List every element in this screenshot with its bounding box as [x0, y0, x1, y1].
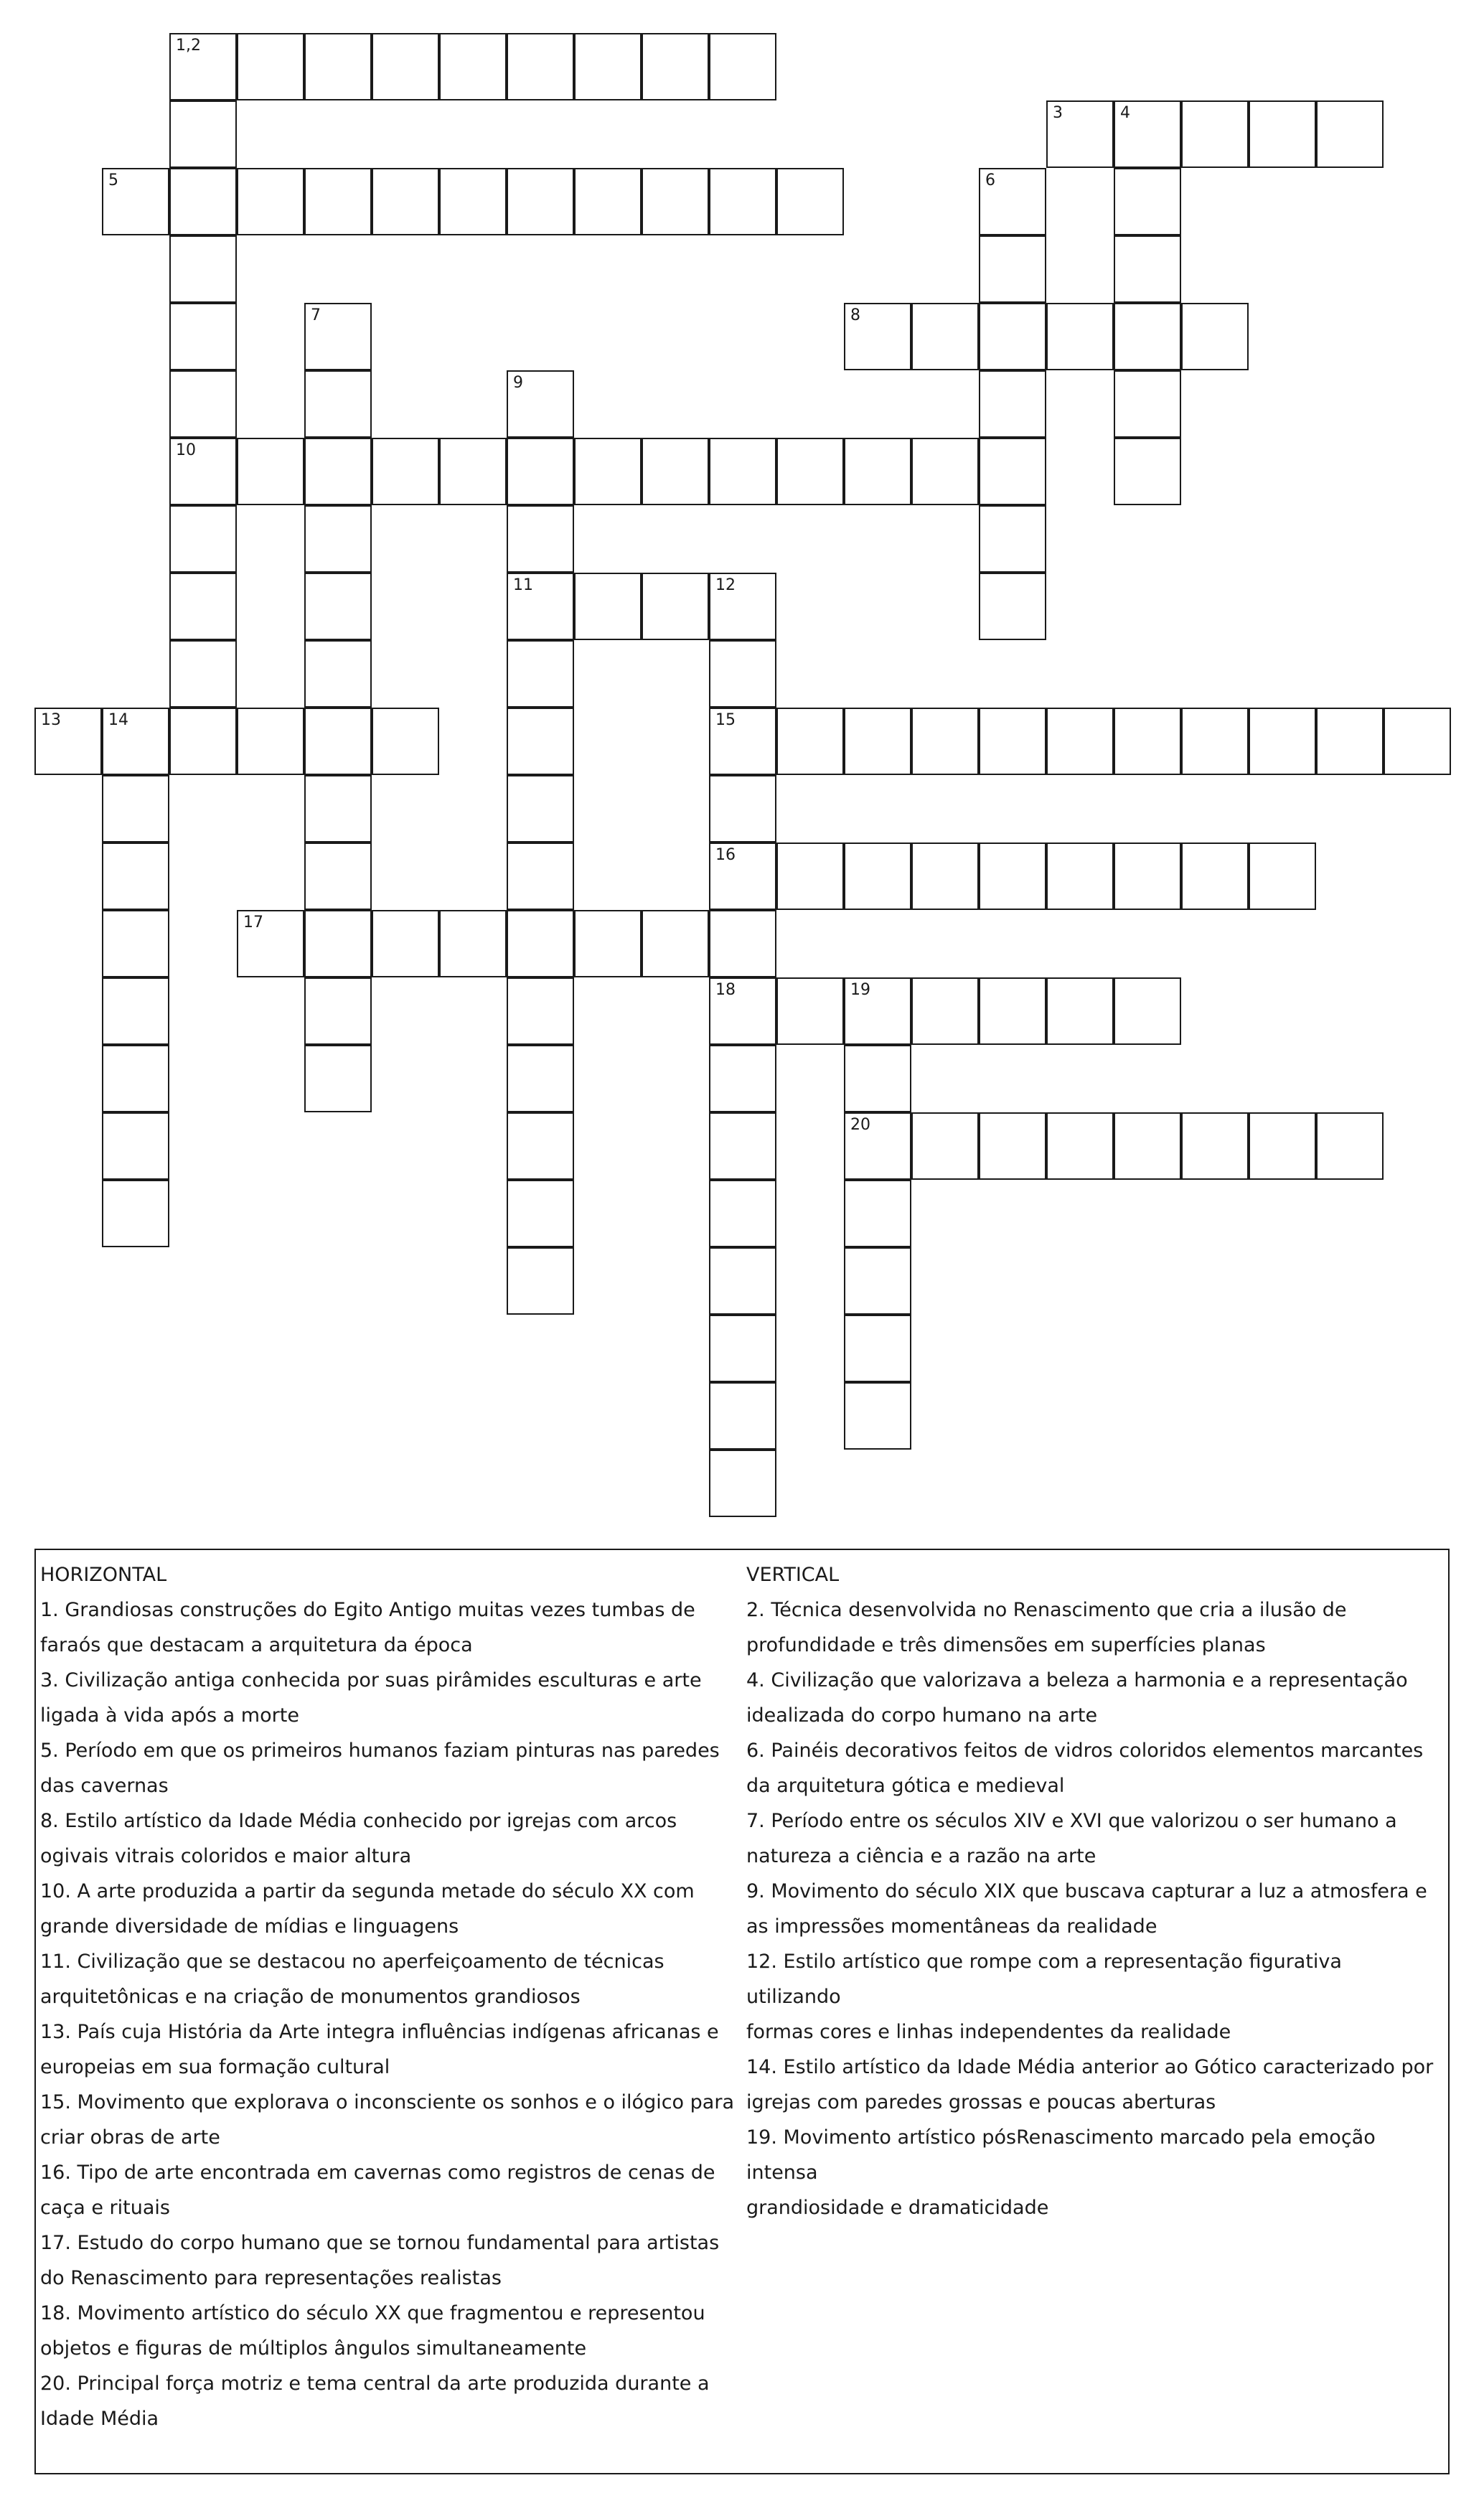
grid-cell[interactable] — [304, 1045, 372, 1112]
grid-cell[interactable] — [507, 1112, 574, 1180]
grid-cell[interactable] — [979, 168, 1046, 235]
grid-cell[interactable] — [1046, 843, 1114, 910]
grid-cell[interactable] — [34, 708, 102, 775]
grid-cell[interactable] — [304, 505, 372, 573]
grid-cell[interactable] — [304, 640, 372, 708]
clue-line: 15. Movimento que explorava o inconsciente os sonhos e o ilógico para — [40, 2091, 734, 2113]
grid-cell[interactable] — [372, 910, 439, 977]
grid-cell[interactable] — [1249, 100, 1316, 168]
grid-cell[interactable] — [169, 438, 237, 505]
grid-cell[interactable] — [1046, 977, 1114, 1045]
clue-line: objetos e figuras de múltiplos ângulos simultaneamente — [40, 2337, 587, 2360]
clue-line: criar obras de arte — [40, 2126, 220, 2149]
grid-cell[interactable] — [507, 505, 574, 573]
grid-cell[interactable] — [911, 708, 979, 775]
clue-line: 20. Principal força motriz e tema central da arte produzida durante a — [40, 2372, 710, 2395]
grid-cell[interactable] — [776, 977, 844, 1045]
grid-cell[interactable] — [507, 438, 574, 505]
clue-line: 13. País cuja História da Arte integra influências indígenas africanas e — [40, 2021, 719, 2043]
grid-cell[interactable] — [507, 370, 574, 438]
grid-cell[interactable] — [1114, 235, 1181, 303]
grid-cell[interactable] — [844, 438, 911, 505]
grid-cell[interactable] — [642, 573, 709, 640]
grid-cell[interactable] — [709, 1180, 776, 1247]
clue-number: 17 — [243, 914, 263, 931]
grid-cell[interactable] — [1384, 708, 1451, 775]
grid-cell[interactable] — [911, 438, 979, 505]
grid-cell[interactable] — [844, 1382, 911, 1450]
clue-line: 2. Técnica desenvolvida no Renascimento que cria a ilusão de — [746, 1599, 1347, 1621]
grid-cell[interactable] — [709, 1247, 776, 1315]
grid-cell[interactable] — [709, 1382, 776, 1450]
clue-line: 19. Movimento artístico pósRenascimento marcado pela emoção intensa — [746, 2126, 1376, 2184]
grid-cell[interactable] — [304, 168, 372, 235]
grid-cell[interactable] — [1114, 708, 1181, 775]
grid-cell[interactable] — [1181, 100, 1249, 168]
grid-cell[interactable] — [1114, 370, 1181, 438]
clue-number: 12 — [715, 576, 736, 594]
grid-cell[interactable] — [776, 843, 844, 910]
grid-cell[interactable] — [1181, 843, 1249, 910]
clue-line: caça e rituais — [40, 2197, 170, 2219]
grid-cell[interactable] — [642, 168, 709, 235]
clue-line: Idade Média — [40, 2408, 159, 2430]
clue-number: 3 — [1053, 104, 1063, 122]
grid-cell[interactable] — [439, 910, 507, 977]
clue-line: 18. Movimento artístico do século XX que fragmentou e representou — [40, 2302, 705, 2324]
grid-cell[interactable] — [507, 910, 574, 977]
grid-cell[interactable] — [237, 438, 304, 505]
grid-cell[interactable] — [169, 235, 237, 303]
grid-cell[interactable] — [844, 1180, 911, 1247]
grid-cell[interactable] — [1114, 168, 1181, 235]
grid-cell[interactable] — [507, 977, 574, 1045]
clue-line: 5. Período em que os primeiros humanos faziam pinturas nas paredes — [40, 1740, 720, 1762]
grid-cell[interactable] — [507, 168, 574, 235]
grid-cell[interactable] — [169, 708, 237, 775]
grid-cell[interactable] — [507, 33, 574, 100]
grid-cell[interactable] — [102, 1045, 169, 1112]
grid-cell[interactable] — [169, 640, 237, 708]
clue-line: natureza a ciência e a razão na arte — [746, 1845, 1096, 1867]
grid-cell[interactable] — [304, 775, 372, 843]
grid-cell[interactable] — [237, 168, 304, 235]
grid-cell[interactable] — [507, 775, 574, 843]
grid-cell[interactable] — [304, 910, 372, 977]
grid-cell[interactable] — [709, 1315, 776, 1382]
grid-cell[interactable] — [844, 303, 911, 370]
clue-line: 4. Civilização que valorizava a beleza a harmonia e a representação — [746, 1669, 1408, 1691]
grid-cell[interactable] — [102, 775, 169, 843]
grid-cell[interactable] — [979, 1112, 1046, 1180]
clue-line: profundidade e três dimensões em superfícies planas — [746, 1634, 1266, 1656]
grid-cell[interactable] — [507, 1045, 574, 1112]
grid-cell[interactable] — [709, 438, 776, 505]
clue-number: 19 — [850, 981, 870, 999]
clue-line: arquitetônicas e na criação de monumentos grandiosos — [40, 1986, 581, 2008]
grid-cell[interactable] — [1114, 1112, 1181, 1180]
grid-cell[interactable] — [844, 843, 911, 910]
clue-number: 14 — [108, 711, 128, 729]
clue-line: 16. Tipo de arte encontrada em cavernas como registros de cenas de — [40, 2162, 715, 2184]
grid-cell[interactable] — [102, 910, 169, 977]
grid-cell[interactable] — [372, 33, 439, 100]
grid-cell[interactable] — [1114, 843, 1181, 910]
grid-cell[interactable] — [102, 977, 169, 1045]
clue-line: idealizada do corpo humano na arte — [746, 1704, 1098, 1727]
grid-cell[interactable] — [709, 1112, 776, 1180]
grid-cell[interactable] — [844, 1315, 911, 1382]
grid-cell[interactable] — [709, 708, 776, 775]
clue-line: 10. A arte produzida a partir da segunda metade do século XX com — [40, 1880, 695, 1902]
vertical-clue-list — [746, 1592, 1442, 2225]
clue-line: da arquitetura gótica e medieval — [746, 1775, 1065, 1797]
grid-cell[interactable] — [102, 1180, 169, 1247]
grid-cell[interactable] — [304, 573, 372, 640]
grid-cell[interactable] — [102, 168, 169, 235]
grid-cell[interactable] — [169, 33, 237, 100]
grid-cell[interactable] — [979, 843, 1046, 910]
grid-cell[interactable] — [102, 843, 169, 910]
grid-cell[interactable] — [1114, 100, 1181, 168]
grid-cell[interactable] — [439, 33, 507, 100]
clue-number: 10 — [176, 441, 196, 459]
clue-number: 1,2 — [176, 37, 201, 55]
grid-cell[interactable] — [304, 303, 372, 370]
clue-line: europeias em sua formação cultural — [40, 2056, 390, 2078]
clue-line: 17. Estudo do corpo humano que se tornou fundamental para artistas — [40, 2232, 720, 2254]
grid-cell[interactable] — [709, 910, 776, 977]
clue-line: das cavernas — [40, 1775, 169, 1797]
grid-cell[interactable] — [709, 168, 776, 235]
grid-cell[interactable] — [237, 910, 304, 977]
grid-cell[interactable] — [507, 1180, 574, 1247]
grid-cell[interactable] — [1114, 977, 1181, 1045]
grid-cell[interactable] — [304, 843, 372, 910]
grid-cell[interactable] — [304, 438, 372, 505]
grid-cell[interactable] — [776, 708, 844, 775]
clue-line: ogivais vitrais coloridos e maior altura — [40, 1845, 412, 1867]
grid-cell[interactable] — [709, 1450, 776, 1517]
clue-number: 20 — [850, 1116, 870, 1134]
grid-cell[interactable] — [304, 370, 372, 438]
clue-number: 13 — [41, 711, 61, 729]
grid-cell[interactable] — [507, 640, 574, 708]
clue-line: ligada à vida após a morte — [40, 1704, 299, 1727]
grid-cell[interactable] — [1046, 708, 1114, 775]
horizontal-heading: HORIZONTAL — [40, 1564, 167, 1586]
grid-cell[interactable] — [844, 1045, 911, 1112]
grid-cell[interactable] — [642, 910, 709, 977]
clue-line: 8. Estilo artístico da Idade Média conhecido por igrejas com arcos — [40, 1810, 677, 1832]
grid-cell[interactable] — [1114, 303, 1181, 370]
grid-cell[interactable] — [709, 977, 776, 1045]
grid-cell[interactable] — [1181, 1112, 1249, 1180]
grid-cell[interactable] — [169, 303, 237, 370]
grid-cell[interactable] — [979, 708, 1046, 775]
grid-cell[interactable] — [102, 1112, 169, 1180]
grid-cell[interactable] — [304, 33, 372, 100]
clues-box — [34, 1549, 1450, 2474]
grid-cell[interactable] — [372, 438, 439, 505]
grid-cell[interactable] — [642, 33, 709, 100]
grid-cell[interactable] — [1249, 1112, 1316, 1180]
grid-cell[interactable] — [237, 708, 304, 775]
grid-cell[interactable] — [304, 708, 372, 775]
grid-cell[interactable] — [439, 168, 507, 235]
grid-cell[interactable] — [911, 977, 979, 1045]
grid-cell[interactable] — [844, 1247, 911, 1315]
grid-cell[interactable] — [1316, 100, 1384, 168]
grid-cell[interactable] — [1046, 100, 1114, 168]
clue-line: 12. Estilo artístico que rompe com a representação figurativa utilizando — [746, 1951, 1342, 2008]
grid-cell[interactable] — [439, 438, 507, 505]
grid-cell[interactable] — [169, 100, 237, 168]
grid-cell[interactable] — [102, 708, 169, 775]
grid-cell[interactable] — [709, 843, 776, 910]
grid-cell[interactable] — [979, 438, 1046, 505]
grid-cell[interactable] — [979, 573, 1046, 640]
clue-number: 6 — [985, 172, 995, 189]
clue-number: 8 — [850, 306, 860, 324]
vertical-clues-column — [746, 1557, 1442, 2225]
grid-cell[interactable] — [1249, 843, 1316, 910]
clue-number: 7 — [311, 306, 321, 324]
grid-cell[interactable] — [844, 977, 911, 1045]
grid-cell[interactable] — [844, 1112, 911, 1180]
clue-line: grandiosidade e dramaticidade — [746, 2197, 1049, 2219]
grid-cell[interactable] — [1046, 1112, 1114, 1180]
grid-cell[interactable] — [911, 1112, 979, 1180]
grid-cell[interactable] — [574, 573, 642, 640]
clue-line: 9. Movimento do século XIX que buscava capturar a luz a atmosfera e — [746, 1880, 1427, 1902]
clue-line: as impressões momentâneas da realidade — [746, 1915, 1157, 1938]
clue-line: 14. Estilo artístico da Idade Média anterior ao Gótico caracterizado por — [746, 2056, 1434, 2078]
grid-cell[interactable] — [507, 1247, 574, 1315]
grid-cell[interactable] — [709, 775, 776, 843]
grid-cell[interactable] — [1181, 708, 1249, 775]
horizontal-clues-column — [40, 1557, 743, 2436]
grid-cell[interactable] — [709, 573, 776, 640]
clue-line: 6. Painéis decorativos feitos de vidros coloridos elementos marcantes — [746, 1740, 1424, 1762]
grid-cell[interactable] — [709, 33, 776, 100]
clue-line: 7. Período entre os séculos XIV e XVI que valorizou o ser humano a — [746, 1810, 1397, 1832]
clue-number: 11 — [513, 576, 533, 594]
clue-number: 9 — [513, 374, 523, 392]
grid-cell[interactable] — [372, 168, 439, 235]
grid-cell[interactable] — [642, 438, 709, 505]
grid-cell[interactable] — [1316, 1112, 1384, 1180]
clue-number: 4 — [1120, 104, 1130, 122]
vertical-heading: VERTICAL — [746, 1564, 840, 1586]
grid-cell[interactable] — [507, 573, 574, 640]
grid-cell[interactable] — [911, 843, 979, 910]
grid-cell[interactable] — [237, 33, 304, 100]
clue-number: 16 — [715, 846, 736, 864]
grid-cell[interactable] — [776, 438, 844, 505]
grid-cell[interactable] — [169, 370, 237, 438]
grid-cell[interactable] — [709, 1045, 776, 1112]
grid-cell[interactable] — [844, 708, 911, 775]
grid-cell[interactable] — [1181, 303, 1249, 370]
grid-cell[interactable] — [1249, 708, 1316, 775]
grid-cell[interactable] — [979, 235, 1046, 303]
clue-line: 11. Civilização que se destacou no aperfeiçoamento de técnicas — [40, 1951, 664, 1973]
grid-cell[interactable] — [169, 505, 237, 573]
grid-cell[interactable] — [1316, 708, 1384, 775]
grid-cell[interactable] — [979, 370, 1046, 438]
grid-cell[interactable] — [574, 168, 642, 235]
clue-line: grande diversidade de mídias e linguagens — [40, 1915, 459, 1938]
grid-cell[interactable] — [776, 168, 844, 235]
clue-line: 1. Grandiosas construções do Egito Antigo muitas vezes tumbas de — [40, 1599, 695, 1621]
grid-cell[interactable] — [911, 303, 979, 370]
grid-cell[interactable] — [574, 438, 642, 505]
horizontal-clue-list — [40, 1592, 743, 2436]
grid-cell[interactable] — [507, 708, 574, 775]
clue-line: do Renascimento para representações realistas — [40, 2267, 502, 2289]
clue-number: 15 — [715, 711, 736, 729]
grid-cell[interactable] — [709, 640, 776, 708]
grid-cell[interactable] — [574, 33, 642, 100]
grid-cell[interactable] — [574, 910, 642, 977]
grid-cell[interactable] — [979, 505, 1046, 573]
clue-number: 5 — [108, 172, 118, 189]
grid-cell[interactable] — [507, 843, 574, 910]
grid-cell[interactable] — [169, 573, 237, 640]
grid-cell[interactable] — [372, 708, 439, 775]
clue-line: igrejas com paredes grossas e poucas aberturas — [746, 2091, 1216, 2113]
grid-cell[interactable] — [979, 977, 1046, 1045]
clue-line: 3. Civilização antiga conhecida por suas pirâmides esculturas e arte — [40, 1669, 702, 1691]
clue-line: faraós que destacam a arquitetura da época — [40, 1634, 473, 1656]
grid-cell[interactable] — [979, 303, 1046, 370]
clue-number: 18 — [715, 981, 736, 999]
clue-line: formas cores e linhas independentes da realidade — [746, 2021, 1231, 2043]
grid-cell[interactable] — [1114, 438, 1181, 505]
grid-cell[interactable] — [1046, 303, 1114, 370]
grid-cell[interactable] — [304, 977, 372, 1045]
grid-cell[interactable] — [169, 168, 237, 235]
